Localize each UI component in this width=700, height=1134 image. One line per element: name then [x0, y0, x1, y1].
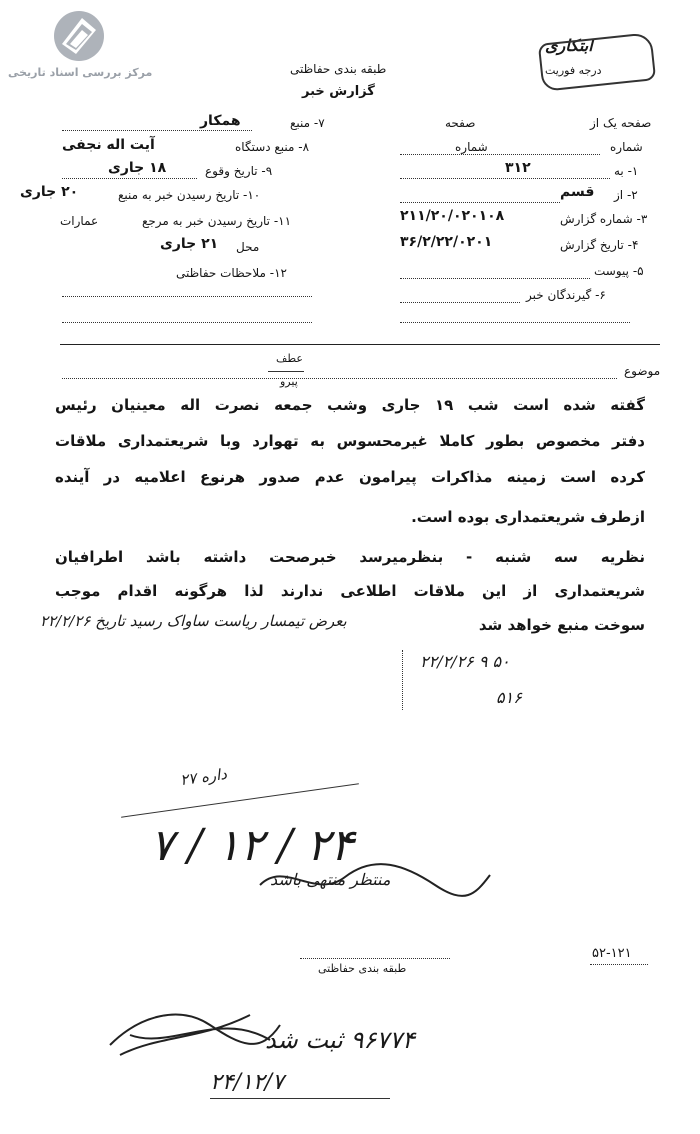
right-field-to-label: ۱- به — [614, 164, 639, 178]
bottom-signature-scribble — [100, 995, 290, 1075]
right-field-attachment-label: ۵- پیوست — [594, 264, 644, 278]
signature-scribble — [255, 855, 495, 905]
footer-code: ۵۲-۱۲۱ — [592, 946, 632, 961]
right-field-number-label: شماره — [610, 140, 643, 154]
right-field-page-label: صفحه یک از — [590, 116, 652, 130]
left-field-10-label: ۱۰- تاریخ رسیدن خبر به منبع — [118, 188, 261, 202]
handwritten-referral: بعرض تیمسار ریاست ساواک رسید تاریخ ۲۲/۲/۲۶ — [40, 612, 347, 630]
left-field-8-value: آیت اله نجفی — [62, 137, 155, 153]
handwritten-bottom-date: ۲۴/۱۲/۷ — [210, 1070, 284, 1095]
left-field-9-value: ۱۸ جاری — [108, 160, 167, 176]
body-line-1: گفته شده است شب ۱۹ جاری وشب جمعه نصرت اله معینیان رئیس — [55, 396, 645, 414]
left-field-11-label: ۱۱- تاریخ رسیدن خبر به مرجع — [142, 214, 292, 228]
right-field-report-date-value: ۳۶/۲/۲۲/۰۲۰۱ — [400, 234, 493, 250]
right-field-to-value: ۳۱۲ — [505, 160, 531, 176]
handwritten-signature-note: منتظر منتهی باشد — [270, 870, 391, 889]
left-field-11-value: عمارات — [60, 214, 99, 228]
right-field-report-no-label: ۳- شماره گزارش — [560, 212, 648, 226]
left-field-12-label: ۱۲- ملاحظات حفاظتی — [176, 266, 287, 280]
body-line-4: ازطرف شریعتمداری بوده است. — [411, 508, 645, 526]
left-field-7-value: همکار — [200, 113, 241, 129]
body-line-5: نظریه سه شنبه - بنظرمیرسد خبرصحت داشته باشد اطرافیان — [55, 548, 645, 566]
subject-ref-bottom: پیرو — [280, 375, 298, 388]
handwritten-ref-code: ۵۱۶ — [496, 688, 522, 707]
subject-label: موضوع — [624, 364, 661, 378]
left-field-7-label: ۷- منبع — [290, 116, 325, 130]
left-field-place-label: محل — [236, 240, 260, 254]
priority-stamp-word: ابتکاری — [545, 36, 593, 55]
right-field-number-value: شماره — [455, 140, 488, 154]
handwritten-ref-number: ۵۰ ۹ ۲۲/۲/۲۶ — [420, 652, 510, 671]
right-field-from-value: قسم — [560, 184, 595, 200]
subject-ref-top: عطف — [276, 352, 303, 365]
archive-logo-icon — [52, 8, 106, 64]
header-classification: طبقه بندی حفاظتی — [290, 62, 387, 76]
handwritten-note: داره ۲۷ — [178, 764, 228, 790]
header-divider — [60, 344, 660, 345]
right-field-report-date-label: ۴- تاریخ گزارش — [560, 238, 639, 252]
left-field-place-value: ۲۱ جاری — [160, 236, 219, 252]
right-field-report-no-value: ۲۱۱/۲۰/۰۲۰۱۰۸ — [400, 208, 505, 224]
handwritten-record-number: ۹۶۷۷۴ ثبت شد — [265, 1026, 415, 1054]
left-field-9-label: ۹- تاریخ وقوع — [205, 164, 273, 178]
body-line-6: شریعتمداری از این ملاقات اطلاعی ندارند لذا هرگونه اقدام موجب — [55, 582, 645, 600]
priority-label: درجه فوریت — [545, 64, 602, 77]
body-line-2: دفتر مخصوص بطور کاملا غیرمحسوس به تهوارد وبا شریعتمداری ملاقات — [55, 432, 645, 450]
body-line-3: کرده است زمینه مذاکرات پیرامون عدم صدور هرنوع اعلامیه در آینده — [55, 468, 645, 486]
right-field-page-value: صفحه — [445, 116, 476, 130]
watermark-text: مرکز بررسی اسناد تاریخی — [8, 66, 153, 79]
footer-classification: طبقه بندی حفاظتی — [318, 962, 407, 975]
right-field-from-label: ۲- از — [614, 188, 638, 202]
left-field-8-label: ۸- منبع دستگاه — [235, 140, 310, 154]
right-field-recipients-label: ۶- گیرندگان خبر — [526, 288, 606, 302]
handwritten-date-large: ۷ / ۱۲ / ۲۴ — [150, 820, 354, 871]
left-field-10-value: ۲۰ جاری — [20, 184, 79, 200]
doc-type-title: گزارش خبر — [302, 84, 375, 99]
body-line-7: سوخت منبع خواهد شد — [478, 616, 645, 634]
